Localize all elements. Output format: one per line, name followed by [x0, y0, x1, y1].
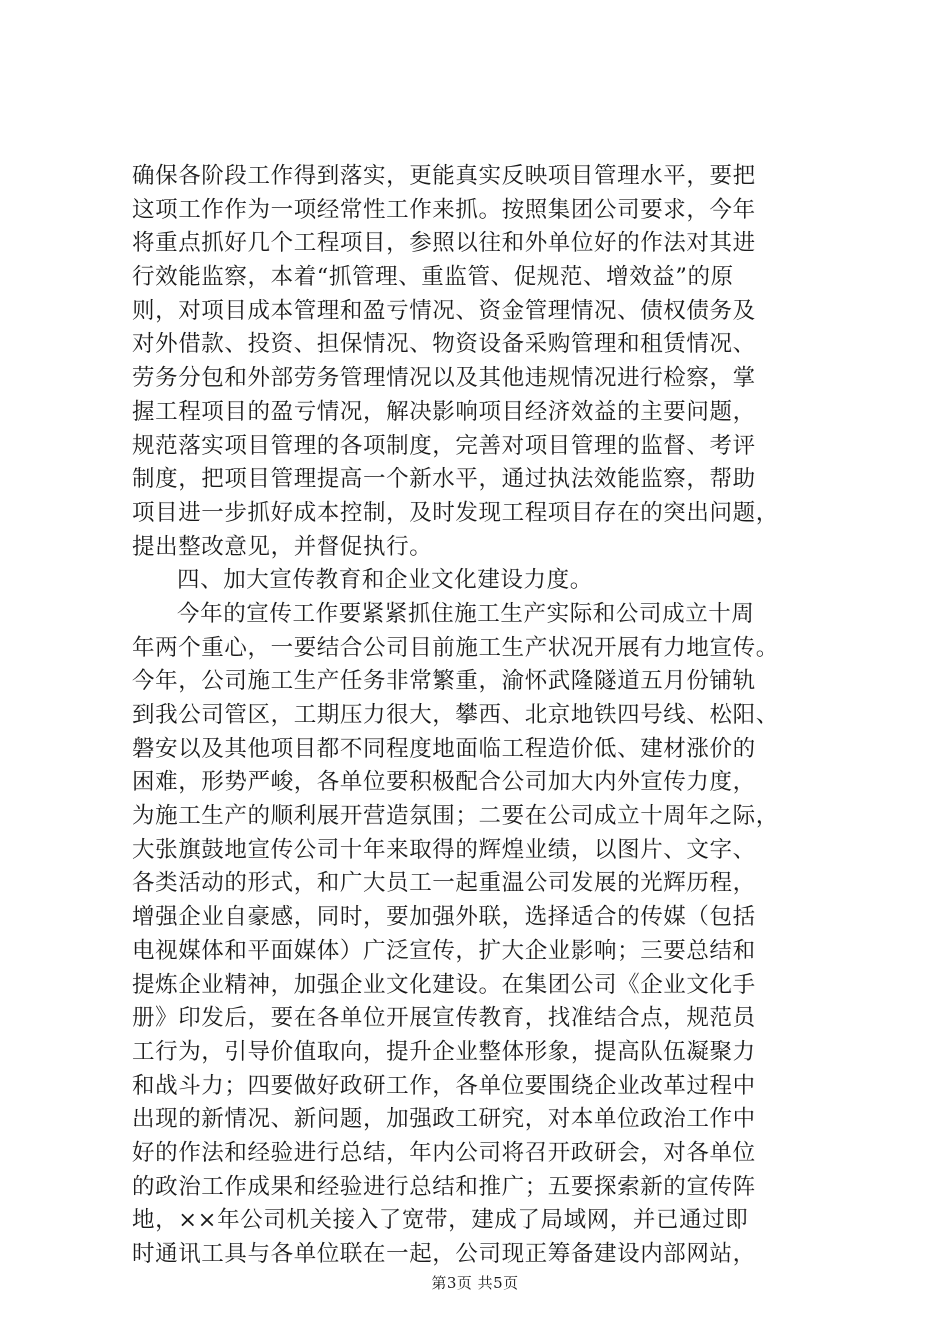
text-line: 对外借款、投资、担保情况、物资设备采购管理和租赁情况、: [132, 331, 756, 358]
text-line: 四、加大宣传教育和企业文化建设力度。: [177, 567, 593, 594]
text-line: 年两个重心，一要结合公司目前施工生产状况开展有力地宣传。: [132, 634, 779, 661]
text-line: 磐安以及其他项目都不同程度地面临工程造价低、建材涨价的: [132, 735, 756, 762]
text-line: 和战斗力；四要做好政研工作，各单位要围绕企业改革过程中: [132, 1072, 756, 1099]
text-line: 劳务分包和外部劳务管理情况以及其他违规情况进行检察，掌: [132, 365, 756, 392]
body-text: [132, 160, 832, 1272]
text-line: 册》印发后，要在各单位开展宣传教育，找准结合点，规范员: [132, 1005, 756, 1032]
text-line: 增强企业自豪感，同时，要加强外联，选择适合的传媒（包括: [132, 904, 756, 931]
text-line: 到我公司管区，工期压力很大，攀西、北京地铁四号线、松阳、: [132, 702, 779, 728]
text-line: 制度，把项目管理提高一个新水平，通过执法效能监察，帮助: [132, 466, 756, 493]
text-line: 今年，公司施工生产任务非常繁重，渝怀武隆隧道五月份铺轨: [132, 668, 756, 695]
text-line: 困难，形势严峻，各单位要积极配合公司加大内外宣传力度，: [132, 769, 756, 796]
text-line: 出现的新情况、新问题，加强政工研究，对本单位政治工作中: [132, 1106, 756, 1133]
text-line: 项目进一步抓好成本控制，及时发现工程项目存在的突出问题，: [132, 499, 779, 526]
text-line: 工行为，引导价值取向，提升企业整体形象，提高队伍凝聚力: [132, 1038, 756, 1065]
text-line: 地，××年公司机关接入了宽带，建成了局域网，并已通过即: [132, 1207, 749, 1234]
text-line: 行效能监察，本着“抓管理、重监管、促规范、增效益”的原: [132, 264, 734, 291]
text-line: 确保各阶段工作得到落实，更能真实反映项目管理水平，要把: [132, 163, 756, 189]
text-line: 为施工生产的顺利展开营造氛围；二要在公司成立十周年之际，: [132, 803, 779, 830]
text-line: 将重点抓好几个工程项目，参照以往和外单位好的作法对其进: [132, 230, 756, 257]
paragraph: [132, 160, 832, 564]
text-line: 则，对项目成本管理和盈亏情况、资金管理情况、债权债务及: [132, 297, 756, 324]
page-footer: 第3页 共5页: [431, 1274, 519, 1292]
text-line: 提炼企业精神，加强企业文化建设。在集团公司《企业文化手: [132, 971, 756, 998]
text-line: 提出整改意见，并督促执行。: [132, 533, 433, 560]
text-line: 的政治工作成果和经验进行总结和推广；五要探索新的宣传阵: [132, 1173, 756, 1200]
text-line: 大张旗鼓地宣传公司十年来取得的辉煌业绩，以图片、文字、: [132, 836, 756, 863]
text-line: 时通讯工具与各单位联在一起，公司现正筹备建设内部网站，: [132, 1241, 756, 1267]
text-line: 各类活动的形式，和广大员工一起重温公司发展的光辉历程，: [132, 870, 756, 897]
paragraph: [132, 564, 832, 598]
text-line: 好的作法和经验进行总结，年内公司将召开政研会，对各单位: [132, 1139, 756, 1166]
text-line: 这项工作作为一项经常性工作来抓。按照集团公司要求，今年: [132, 196, 756, 223]
paragraph: [132, 598, 832, 1272]
text-line: 规范落实项目管理的各项制度，完善对项目管理的监督、考评: [132, 432, 756, 459]
text-line: 握工程项目的盈亏情况，解决影响项目经济效益的主要问题，: [132, 398, 756, 425]
text-line: 今年的宣传工作要紧紧抓住施工生产实际和公司成立十周: [177, 600, 755, 627]
text-line: 电视媒体和平面媒体）广泛宣传，扩大企业影响；三要总结和: [132, 937, 756, 964]
